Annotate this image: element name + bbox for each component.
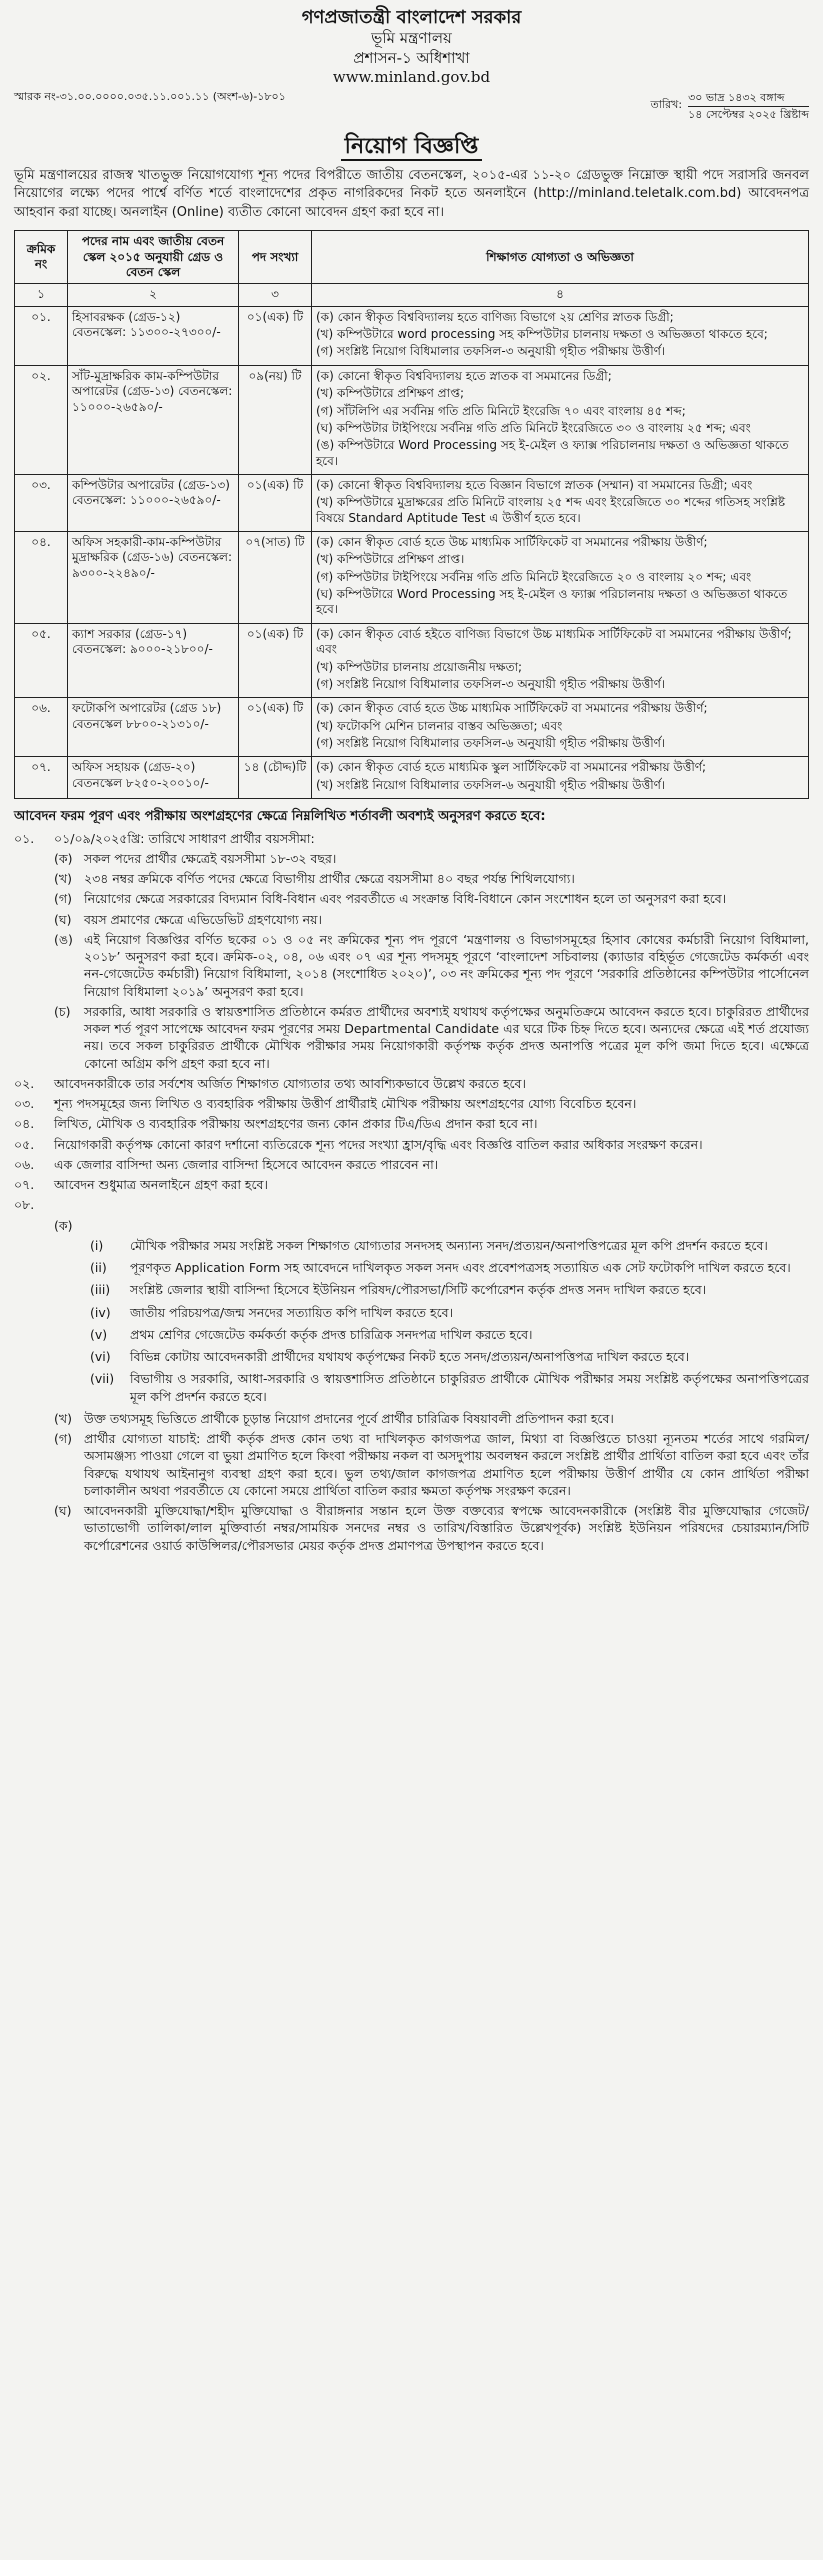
sub-condition-item — [90, 1348, 809, 1365]
col-number: ৩ — [239, 284, 312, 306]
qualification-item: (খ) সংশ্লিষ্ট নিয়োগ বিধিমালার তফসিল-৬ অনুযায়ী গৃহীত পরীক্ষায় উত্তীর্ণ। — [316, 777, 666, 792]
sub-condition-text: সকল পদের প্রার্থীর ক্ষেত্রেই বয়সসীমা ১৮-৩২ বছর। — [84, 850, 337, 866]
qualification-item: (খ) কম্পিউটারে প্রশিক্ষণ প্রাপ্ত। — [316, 552, 465, 567]
date-label: তারিখ: — [650, 97, 683, 111]
condition-text: শূন্য পদসমূহের জন্য লিখিত ও ব্যবহারিক পরীক্ষায় উত্তীর্ণ প্রার্থীরাই মৌখিক পরীক্ষায় অংশগ্রহণের যোগ্য বিবেচিত হবেন। — [54, 1096, 637, 1112]
qualification-item: (ক) কোনো স্বীকৃত বিশ্ববিদ্যালয় হতে বিজ্ঞান বিভাগে স্নাতক (সম্মান) বা সমমানের ডিগ্রী; এবং — [316, 477, 753, 492]
table-row — [15, 474, 809, 531]
sub-condition-text: প্রার্থীর যোগ্যতা যাচাই: প্রার্থী কর্তৃক প্রদত্ত কোন তথ্য বা দাখিলকৃত কাগজপত্র জাল, মিথ্যা বা বিজ্ঞপ্তিতে চাওয়া ন্যূনতম শর্তের সাথে গরমিল/অসামঞ্জস্য পাওয়া গেলে বা ভুয়া প্রমাণিত হলে কিংবা পরীক্ষায় নকল বা অসদুপায় অবলম্বন করলে সংশ্লিষ্ট প্রার্থীর প্রার্থিতা বাতিল করা হবে এবং তাঁর বিরুদ্ধে যথাযথ আইনানুগ ব্যবস্থা গ্রহণ করা হবে। ভুল তথ্য/জাল কাগজপত্র প্রমাণিত হলে পরীক্ষায় উত্তীর্ণ প্রার্থীর যে কোন প্রার্থিতা পরীক্ষা চলাকালীন অথবা পরবর্তীতে যে কোনো সময়ে প্রার্থিতা বাতিল করার ক্ষমতা কর্তৃপক্ষ সংরক্ষণ করেন। — [84, 1431, 809, 1498]
sub-item-text: বিভাগীয় ও সরকারি, আধা-সরকারি ও স্বায়ত্তশাসিত প্রতিষ্ঠানে চাকুরিরত প্রার্থীকে মৌখিক পরীক্ষার সময় সংশ্লিষ্ট কর্তৃপক্ষের অনাপত্তিপত্রের মূল কপি প্রদর্শন করতে হবে। — [130, 1371, 809, 1404]
conditions-list — [14, 830, 809, 1554]
row-count: ০৭(সাত) টি — [239, 532, 312, 624]
letterhead — [14, 6, 809, 88]
qualification-item: (ঙ) কম্পিউটারে Word Processing সহ ই-মেইল ও ফ্যাক্স পরিচালনায় দক্ষতা ও অভিজ্ঞতা থাকতে হবে। — [316, 438, 789, 468]
sub-condition-number: (ক) — [54, 1217, 73, 1233]
posts-table-body — [15, 306, 809, 798]
sub-condition — [54, 890, 809, 907]
qualification-item: (খ) কম্পিউটারে word processing সহ কম্পিউটার চালনায় দক্ষতা ও অভিজ্ঞতা থাকতে হবে; — [316, 327, 768, 342]
col-post: পদের নাম এবং জাতীয় বেতন স্কেল ২০১৫ অনুযায়ী গ্রেড ও বেতন স্কেল — [68, 231, 239, 284]
qualification-item: (খ) ফটোকপি মেশিন চালনার বাস্তব অভিজ্ঞতা; এবং — [316, 718, 563, 733]
row-serial: ০৫. — [15, 623, 68, 697]
sub-condition-number: (খ) — [54, 871, 72, 887]
sub-item-number: (iii) — [90, 1282, 111, 1298]
qualification-item: (খ) কম্পিউটারে মুদ্রাক্ষরের প্রতি মিনিটে বাংলায় ২৫ শব্দ এবং ইংরেজিতে ৩০ শব্দের গতিসহ সংশ্লিষ্ট বিষয়ে Standard Aptitude Test এ উত্তীর্ণ হতে হবে। — [316, 495, 786, 525]
sub-condition-text: উক্ত তথ্যসমূহ ভিত্তিতে প্রার্থীকে চূড়ান্ত নিয়োগ প্রদানের পূর্বে প্রার্থীর চারিত্রিক বিষয়াবলী প্রতিপাদন করা হবে। — [84, 1410, 614, 1426]
sub-item-text: প্রথম শ্রেণির গেজেটেড কর্মকর্তা কর্তৃক প্রদত্ত চারিত্রিক সনদপত্র দাখিল করতে হবে। — [130, 1326, 533, 1342]
qualification-item: (ঘ) কম্পিউটারে Word Processing সহ ই-মেইল ও ফ্যাক্স পরিচালনায় দক্ষতা ও অভিজ্ঞতা থাকতে হবে। — [316, 587, 788, 617]
qualification-item: (ক) কোনো স্বীকৃত বিশ্ববিদ্যালয় হতে স্নাতক বা সমমানের ডিগ্রী; — [316, 368, 612, 383]
sub-item-number: (i) — [90, 1237, 104, 1253]
sub-condition — [54, 870, 809, 887]
sub-condition-text: নিয়োগের ক্ষেত্রে সরকারের বিদ্যমান বিধি-বিধান এবং পরবর্তীতে এ সংক্রান্ত বিধি-বিধানে কোন সংশোধন হলে তা অনুসরণ করা হবে। — [84, 891, 727, 907]
row-serial: ০১. — [15, 306, 68, 365]
row-qualification — [312, 757, 809, 799]
row-count: ০১(এক) টি — [239, 306, 312, 365]
qualification-item: (গ) সংশ্লিষ্ট নিয়োগ বিধিমালার তফসিল-৩ অনুযায়ী গৃহীত পরীক্ষায় উত্তীর্ণ। — [316, 344, 666, 359]
row-post: কম্পিউটার অপারেটর (গ্রেড-১৩) বেতনস্কেল: ১১০০০-২৬৫৯০/- — [68, 474, 239, 531]
sub-condition — [54, 1003, 809, 1072]
qualification-item: (গ) কম্পিউটার টাইপিংয়ে সর্বনিম্ন গতি প্রতি মিনিটে ইংরেজিতে ২০ ও বাংলায় ২০ শব্দ; এবং — [316, 569, 752, 584]
sub-condition-text: বয়স প্রমাণের ক্ষেত্রে এভিডেভিট গ্রহণযোগ্য নয়। — [84, 911, 322, 927]
sub-condition — [54, 1502, 809, 1554]
sub-item-text: জাতীয় পরিচয়পত্র/জন্ম সনদের সত্যায়িত কপি দাখিল করতে হবে। — [130, 1304, 454, 1320]
sub-item-text: সংশ্লিষ্ট জেলার স্থায়ী বাসিন্দা হিসেবে ইউনিয়ন পরিষদ/পৌরসভা/সিটি কর্পোরেশন কর্তৃক প্রদত্ত সনদ দাখিল করতে হবে। — [130, 1282, 707, 1298]
condition-number: ০৪. — [14, 1116, 35, 1132]
condition-text: আবেদনকারীকে তার সর্বশেষ অর্জিত শিক্ষাগত যোগ্যতার তথ্য আবশ্যিকভাবে উল্লেখ করতে হবে। — [54, 1075, 526, 1091]
sub-condition-number: (গ) — [54, 1431, 72, 1447]
qualification-item: (ক) কোন স্বীকৃত বিশ্ববিদ্যালয় হতে বাণিজ্য বিভাগে ২য় শ্রেণির স্নাতক ডিগ্রী; — [316, 309, 674, 324]
col-count: পদ সংখ্যা — [239, 231, 312, 284]
condition-text: নিয়োগকারী কর্তৃপক্ষ কোনো কারণ দর্শানো ব্যতিরেকে শূন্য পদের সংখ্যা হ্রাস/বৃদ্ধি এবং বিজ্ঞপ্তি বাতিল করার অধিকার সংরক্ষণ করেন। — [54, 1136, 703, 1152]
sub-item-number: (ii) — [90, 1260, 107, 1276]
sub-condition-text: ২৩৪ নম্বর ক্রমিকে বর্ণিত পদের ক্ষেত্রে বিভাগীয় প্রার্থীর ক্ষেত্রে বয়সসীমা ৪০ বছর পর্যন্ত শিথিলযোগ্য। — [84, 871, 575, 887]
col-number: ২ — [68, 284, 239, 306]
posts-table — [14, 230, 809, 799]
table-row — [15, 532, 809, 624]
date-bangla: ৩০ ভাদ্র ১৪৩২ বঙ্গাব্দ — [688, 90, 809, 107]
sub-item-number: (vii) — [90, 1371, 115, 1387]
row-count: ০১(এক) টি — [239, 698, 312, 757]
government-name: গণপ্রজাতন্ত্রী বাংলাদেশ সরকার — [301, 7, 522, 28]
condition-number: ০৩. — [14, 1096, 35, 1112]
row-serial: ০৭. — [15, 757, 68, 799]
table-number-row — [15, 284, 809, 306]
sub-condition-text: সরকারি, আধা সরকারি ও স্বায়ত্তশাসিত প্রতিষ্ঠানে কর্মরত প্রার্থীদের অবশ্যই যথাযথ কর্তৃপক্ষের অনুমতিক্রমে আবেদন করতে হবে। চাকুরিরত প্রার্থীদের সকল শর্ত পূরণ সাপেক্ষে আবেদন ফরম পূরণের সময় Departmental Candidate এর ঘরে টিক চিহ্ন দিতে হবে। অন্যদের ক্ষেত্রে এই শর্ত প্রযোজ্য নয়। তবে সকল চাকুরিরত প্রার্থীকে মৌখিক পরীক্ষার সময় নিয়োগকারী কর্তৃপক্ষ কর্তৃক প্রদত্ত অনাপত্তি পত্রের মূল কপি জমা দিতে হবে। এক্ষেত্রে কোনো অগ্রিম কপি গ্রহণ করা হবে না। — [84, 1003, 809, 1071]
sub-condition — [54, 1410, 809, 1427]
sub-item-number: (v) — [90, 1326, 108, 1342]
condition-number: ০৬. — [14, 1156, 35, 1172]
col-number: ৪ — [312, 284, 809, 306]
row-qualification — [312, 623, 809, 697]
condition-number: ০২. — [14, 1075, 35, 1091]
qualification-item: (ক) কোন স্বীকৃত বোর্ড হতে উচ্চ মাধ্যমিক সার্টিফিকেট বা সমমানের পরীক্ষায় উত্তীর্ণ; — [316, 535, 708, 550]
condition-number: ০৮. — [14, 1197, 35, 1213]
website-link[interactable]: www.minland.gov.bd — [332, 68, 491, 87]
qualification-item: (গ) সংশ্লিষ্ট নিয়োগ বিধিমালার তফসিল-৬ অনুযায়ী গৃহীত পরীক্ষায় উত্তীর্ণ। — [316, 735, 666, 750]
condition-number: ০৫. — [14, 1136, 35, 1152]
col-qualification: শিক্ষাগত যোগ্যতা ও অভিজ্ঞতা — [312, 231, 809, 284]
row-post: অফিস সহায়ক (গ্রেড-২০) বেতনস্কেল ৮২৫০-২০০১০/- — [68, 757, 239, 799]
condition-number: ০৭. — [14, 1177, 35, 1193]
table-row — [15, 757, 809, 799]
row-qualification — [312, 698, 809, 757]
sub-item-text: মৌখিক পরীক্ষার সময় সংশ্লিষ্ট সকল শিক্ষাগত যোগ্যতার সনদসহ অন্যান্য সনদ/প্রত্যয়ন/অনাপত্তিপত্রের মূল কপি প্রদর্শন করতে হবে। — [130, 1237, 768, 1253]
sub-condition-item — [90, 1259, 809, 1276]
row-count: ১৪ (চৌদ্দ)টি — [239, 757, 312, 799]
sub-condition-item — [90, 1237, 809, 1254]
condition-number: ০১. — [14, 830, 35, 846]
sub-condition-item — [90, 1326, 809, 1343]
sub-condition-number: (ঘ) — [54, 1503, 72, 1519]
division-name: প্রশাসন-১ অধিশাখা — [353, 48, 470, 67]
row-post: সাঁট-মুদ্রাক্ষরিক কাম-কম্পিউটার অপারেটর (গ্রেড-১৩) বেতনস্কেল: ১১০০০-২৬৫৯০/- — [68, 365, 239, 474]
qualification-item: (গ) সংশ্লিষ্ট নিয়োগ বিধিমালার তফসিল-৩ অনুযায়ী গৃহীত পরীক্ষায় উত্তীর্ণ। — [316, 676, 666, 691]
sub-condition-number: (চ) — [54, 1003, 71, 1019]
qualification-item: (ক) কোন স্বীকৃত বোর্ড হইতে বাণিজ্য বিভাগে উচ্চ মাধ্যমিক সার্টিফিকেট বা সমমানের পরীক্ষায় উত্তীর্ণ; এবং — [316, 626, 792, 657]
sub-item-number: (vi) — [90, 1349, 111, 1365]
sub-condition — [54, 1430, 809, 1499]
row-qualification — [312, 532, 809, 624]
row-qualification — [312, 306, 809, 365]
condition-item — [14, 1196, 809, 1213]
condition-item — [14, 1115, 809, 1132]
qualification-item: (ক) কোন স্বীকৃত বোর্ড হতে মাধ্যমিক স্কুল সার্টিফিকেট বা সমমানের পরীক্ষায় উত্তীর্ণ; — [316, 760, 707, 775]
intro-paragraph: ভূমি মন্ত্রণালয়ের রাজস্ব খাতভুক্ত নিয়োগযোগ্য শূন্য পদের বিপরীতে জাতীয় বেতনস্কেল, ২০১৫-এর ১১-২০ গ্রেডভুক্ত নিম্নোক্ত স্থায়ী পদে সরাসরি জনবল নিয়োগের লক্ষ্যে পদের পার্শ্বে বর্ণিত শর্তে বাংলাদেশের প্রকৃত নাগরিকদের নিকট হতে অনলাইনে (http://minland.teletalk.com.bd) আবেদনপত্র আহবান করা যাচ্ছে। অনলাইন (Online) ব্যতীত কোনো আবেদন গ্রহণ করা হবে না। — [14, 167, 809, 220]
date-english: ১৪ সেপ্টেম্বর ২০২৫ খ্রিষ্টাব্দ — [688, 107, 809, 121]
condition-text — [54, 1196, 809, 1213]
row-post: ক্যাশ সরকার (গ্রেড-১৭) বেতনস্কেল: ৯০০০-২১৮০০/- — [68, 623, 239, 697]
condition-text: লিখিত, মৌখিক ও ব্যবহারিক পরীক্ষায় অংশগ্রহণের জন্য কোন প্রকার টিএ/ডিএ প্রদান করা হবে না। — [54, 1116, 538, 1132]
row-count: ০৯(নয়) টি — [239, 365, 312, 474]
row-post: ফটোকপি অপারেটর (গ্রেড ১৮) বেতনস্কেল ৮৮০০-২১৩১০/- — [68, 698, 239, 757]
qualification-item: (খ) কম্পিউটারে প্রশিক্ষণ প্রাপ্ত; — [316, 386, 465, 401]
row-serial: ০৩. — [15, 474, 68, 531]
sub-item-text: বিভিন্ন কোটায় আবেদনকারী প্রার্থীদের যথাযথ কর্তৃপক্ষের নিকট হতে সনদ/প্রত্যয়ন/অনাপত্তিপত্র দাখিল করতে হবে। — [130, 1349, 690, 1365]
row-count: ০১(এক) টি — [239, 623, 312, 697]
condition-item — [14, 1095, 809, 1112]
row-count: ০১(এক) টি — [239, 474, 312, 531]
condition-item — [14, 1136, 809, 1153]
sub-condition-text: আবেদনকারী মুক্তিযোদ্ধা/শহীদ মুক্তিযোদ্ধা ও বীরাঙ্গনার সন্তান হলে উক্ত বক্তব্যের স্বপক্ষে আবেদনকারীকে (সংশ্লিষ্ট বীর মুক্তিযোদ্ধার গেজেট/ভাতাভোগী তালিকা/লাল মুক্তিবার্তা নম্বর/সাময়িক সনদের নম্বর ও তারিখ/বিস্তারিত উল্লেখপূর্বক) সংশ্লিষ্ট ইউনিয়ন পরিষদের চেয়ারম্যান/সিটি কর্পোরেশনের ওয়ার্ড কাউন্সিলর/পৌরসভার মেয়র কর্তৃক প্রদত্ত প্রমাণপত্র উপস্থাপন করতে হবে। — [84, 1503, 809, 1553]
qualification-item: (ঘ) কম্পিউটার টাইপিংয়ে সর্বনিম্ন গতি প্রতি মিনিটে ইংরেজিতে ৩০ ও বাংলায় ২৫ শব্দ; এবং — [316, 420, 751, 435]
table-row — [15, 623, 809, 697]
condition-item — [14, 1156, 809, 1173]
col-serial: ক্রমিক নং — [15, 231, 68, 284]
table-row — [15, 306, 809, 365]
sub-condition-text: এই নিয়োগ বিজ্ঞপ্তির বর্ণিত ছকের ০১ ও ০৫ নং ক্রমিকের শূন্য পদ পূরণে ‘মন্ত্রণালয় ও বিভাগসমূহের হিসাব কোষের কর্মচারী নিয়োগ বিধিমালা, ২০১৮’ অনুসরণ করা হবে। ক্রমিক-০২, ০৪, ০৬ এবং ০৭ এর শূন্য পদসমূহ পূরণে ‘বাংলাদেশ সচিবালয় (ক্যাডার বহির্ভূত গেজেটেড কর্মকর্তা এবং নন-গেজেটেড কর্মচারী) নিয়োগ বিধিমালা, ২০১৪ (সংশোধিত ২০২০)’, ০৩ নং ক্রমিকের শূন্য পদ পূরণে ‘সরকারি প্রতিষ্ঠানের কম্পিউটার পার্সোনেল নিয়োগ বিধিমালা ২০১৯’ অনুসরণ করা হবে। — [84, 931, 809, 999]
condition-item — [14, 1075, 809, 1092]
sub-condition-number: (ঙ) — [54, 931, 73, 947]
row-qualification — [312, 474, 809, 531]
row-serial: ০৪. — [15, 532, 68, 624]
sub-condition-item — [90, 1370, 809, 1405]
condition-text: ০১/০৯/২০২৫খ্রি: তারিখে সাধারণ প্রার্থীর বয়সসীমা: — [54, 830, 315, 846]
notice-title — [14, 133, 809, 161]
qualification-item: (ক) কোন স্বীকৃত বোর্ড হতে উচ্চ মাধ্যমিক সার্টিফিকেট বা সমমানের পরীক্ষায় উত্তীর্ণ; — [316, 701, 708, 716]
sub-condition — [54, 931, 809, 1000]
sub-condition-number: (খ) — [54, 1410, 72, 1426]
sub-condition — [54, 1217, 809, 1234]
sub-condition-number: (ক) — [54, 850, 73, 866]
sub-condition-item — [90, 1304, 809, 1321]
condition-item — [14, 830, 809, 847]
sub-condition — [54, 911, 809, 928]
condition-text: এক জেলার বাসিন্দা অন্য জেলার বাসিন্দা হিসেবে আবেদন করতে পারবেন না। — [54, 1156, 439, 1172]
ministry-name: ভূমি মন্ত্রণালয় — [371, 29, 452, 48]
row-serial: ০২. — [15, 365, 68, 474]
condition-item — [14, 1176, 809, 1193]
row-post: হিসাবরক্ষক (গ্রেড-১২) বেতনস্কেল: ১১৩০০-২৭৩০০/- — [68, 306, 239, 365]
date-block — [688, 90, 809, 123]
sub-item-number: (iv) — [90, 1304, 111, 1320]
sub-condition — [54, 850, 809, 867]
sub-item-text: পূরণকৃত Application Form সহ আবেদনে দাখিলকৃত সকল সনদ এবং প্রবেশপত্রসহ সত্যায়িত এক সেট ফটোকপি দাখিল করতে হবে। — [130, 1260, 791, 1276]
notice-title-text: নিয়োগ বিজ্ঞপ্তি — [341, 134, 483, 161]
sub-condition-item — [90, 1281, 809, 1298]
row-post: অফিস সহকারী-কাম-কম্পিউটার মুদ্রাক্ষরিক (গ্রেড-১৬) বেতনস্কেল: ৯৩০০-২২৪৯০/- — [68, 532, 239, 624]
condition-text: আবেদন শুধুমাত্র অনলাইনে গ্রহণ করা হবে। — [54, 1177, 268, 1193]
row-qualification — [312, 365, 809, 474]
col-number: ১ — [15, 284, 68, 306]
qualification-item: (খ) কম্পিউটার চালনায় প্রয়োজনীয় দক্ষতা; — [316, 659, 523, 674]
sub-condition-text — [84, 1217, 809, 1234]
memo-number: স্মারক নং-৩১.০০.০০০০.০৩৫.১১.০০১.১১ (অংশ-৬)-১৮০১ — [14, 89, 286, 103]
table-row — [15, 365, 809, 474]
conditions-heading: আবেদন ফরম পূরণ এবং পরীক্ষায় অংশগ্রহণের ক্ষেত্রে নিম্নলিখিত শর্তাবলী অবশ্যই অনুসরণ করতে হবে: — [14, 809, 546, 825]
qualification-item: (গ) সাঁটলিপি এর সর্বনিম্ন গতি প্রতি মিনিটে ইংরেজি ৭০ এবং বাংলায় ৪৫ শব্দ; — [316, 403, 686, 418]
sub-condition-number: (ঘ) — [54, 911, 72, 927]
table-row — [15, 698, 809, 757]
table-header-row — [15, 231, 809, 284]
row-serial: ০৬. — [15, 698, 68, 757]
sub-condition-number: (গ) — [54, 891, 72, 907]
memo-line — [14, 90, 809, 123]
